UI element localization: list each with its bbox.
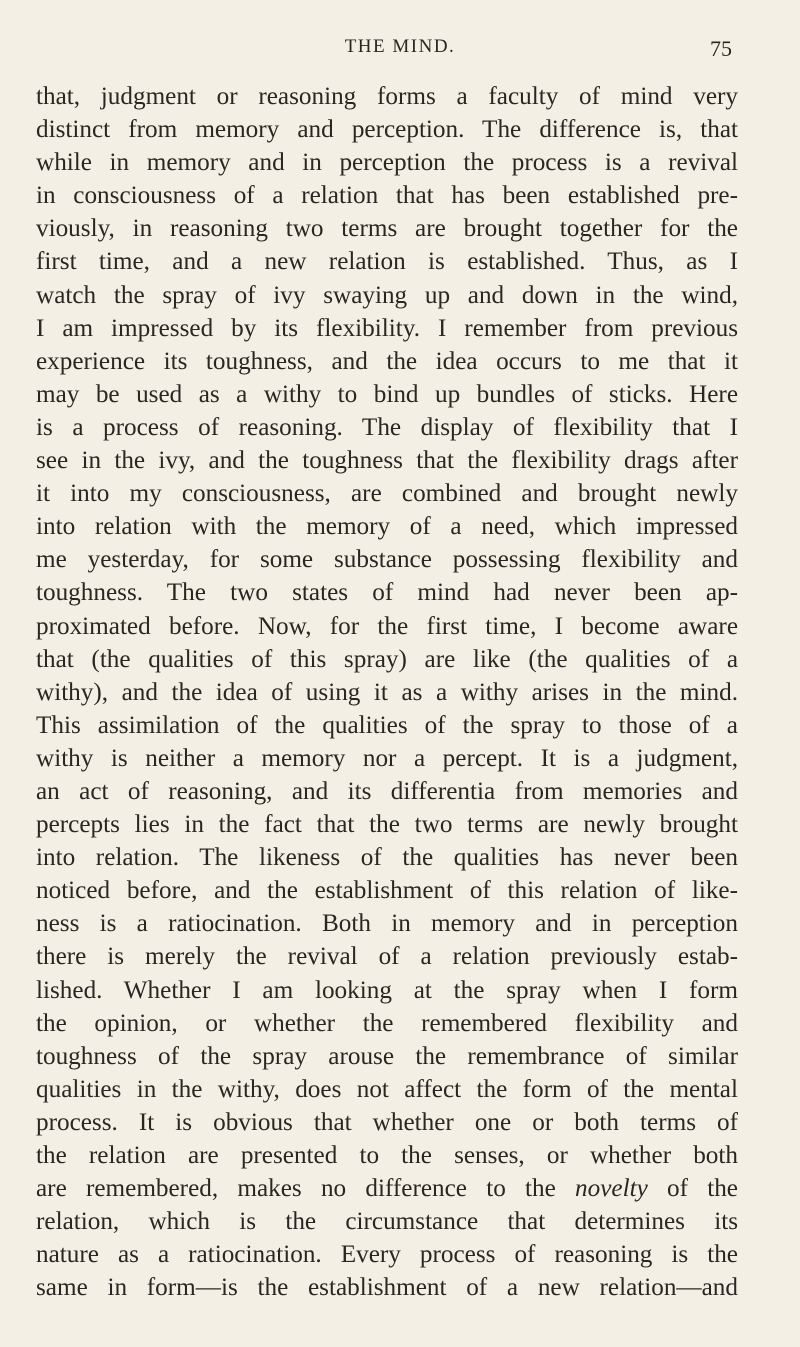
text-line: there is merely the revival of a relation previously estab- bbox=[36, 943, 738, 971]
text-line: it into my consciousness, are combined and brought newly bbox=[36, 480, 738, 508]
text-line: proximated before. Now, for the first time, I become aware bbox=[36, 612, 738, 640]
line-text-after: of the bbox=[647, 1175, 738, 1203]
text-line: process. It is obvious that whether one or both terms of bbox=[36, 1108, 738, 1136]
text-line: nature as a ratiocination. Every process of reasoning is the bbox=[36, 1241, 738, 1269]
text-line: may be used as a withy to bind up bundles of sticks. Here bbox=[36, 380, 738, 408]
text-line: toughness of the spray arouse the remembrance of similar bbox=[36, 1042, 738, 1070]
body-paragraph bbox=[36, 80, 738, 1304]
text-line: viously, in reasoning two terms are brought together for the bbox=[36, 215, 738, 243]
text-line: withy), and the idea of using it as a withy arises in the mind. bbox=[36, 678, 738, 706]
text-line: relation, which is the circumstance that determines its bbox=[36, 1208, 738, 1236]
running-title: THE MIND. bbox=[344, 36, 456, 57]
text-line: lished. Whether I am looking at the spray when I form bbox=[36, 976, 738, 1004]
text-line: is a process of reasoning. The display of flexibility that I bbox=[36, 413, 738, 441]
text-line: in consciousness of a relation that has been established pre- bbox=[36, 182, 738, 210]
text-line: an act of reasoning, and its differentia from memories and bbox=[36, 777, 738, 805]
text-line: qualities in the withy, does not affect the form of the mental bbox=[36, 1075, 738, 1103]
text-line: see in the ivy, and the toughness that the flexibility drags after bbox=[36, 447, 738, 475]
text-line: percepts lies in the fact that the two terms are newly brought bbox=[36, 811, 738, 839]
text-line: distinct from memory and perception. The difference is, that bbox=[36, 116, 738, 144]
line-text-before: are remembered, makes no difference to the bbox=[36, 1175, 576, 1203]
text-line: toughness. The two states of mind had never been ap- bbox=[36, 579, 738, 607]
text-line: the relation are presented to the senses, or whether both bbox=[36, 1142, 738, 1169]
text-line: that (the qualities of this spray) are like (the qualities of a bbox=[36, 645, 738, 673]
text-line: first time, and a new relation is established. Thus, as I bbox=[36, 248, 738, 276]
text-line-italic bbox=[36, 1172, 738, 1205]
text-line: me yesterday, for some substance possessing flexibility and bbox=[36, 546, 738, 574]
text-line: watch the spray of ivy swaying up and down in the wind, bbox=[36, 281, 738, 309]
text-line: same in form—is the establishment of a new relation—and bbox=[36, 1274, 738, 1302]
text-line: while in memory and in perception the process is a revival bbox=[36, 149, 738, 177]
text-line: into relation with the memory of a need, which impressed bbox=[36, 513, 738, 541]
text-line: noticed before, and the establishment of this relation of like- bbox=[36, 877, 738, 905]
text-line: ness is a ratiocination. Both in memory and in perception bbox=[36, 910, 738, 938]
text-line: withy is neither a memory nor a percept. It is a judgment, bbox=[36, 744, 738, 772]
page-number: 75 bbox=[710, 36, 732, 61]
text-line: This assimilation of the qualities of the spray to those of a bbox=[36, 711, 738, 739]
page-header bbox=[36, 36, 764, 64]
text-line: into relation. The likeness of the qualities has never been bbox=[36, 844, 738, 872]
italic-word: novelty bbox=[575, 1175, 648, 1203]
text-line: that, judgment or reasoning forms a faculty of mind very bbox=[36, 83, 738, 110]
text-line: I am impressed by its flexibility. I remember from previous bbox=[36, 314, 738, 342]
text-line: the opinion, or whether the remembered flexibility and bbox=[36, 1009, 738, 1037]
text-line: experience its toughness, and the idea occurs to me that it bbox=[36, 347, 738, 375]
